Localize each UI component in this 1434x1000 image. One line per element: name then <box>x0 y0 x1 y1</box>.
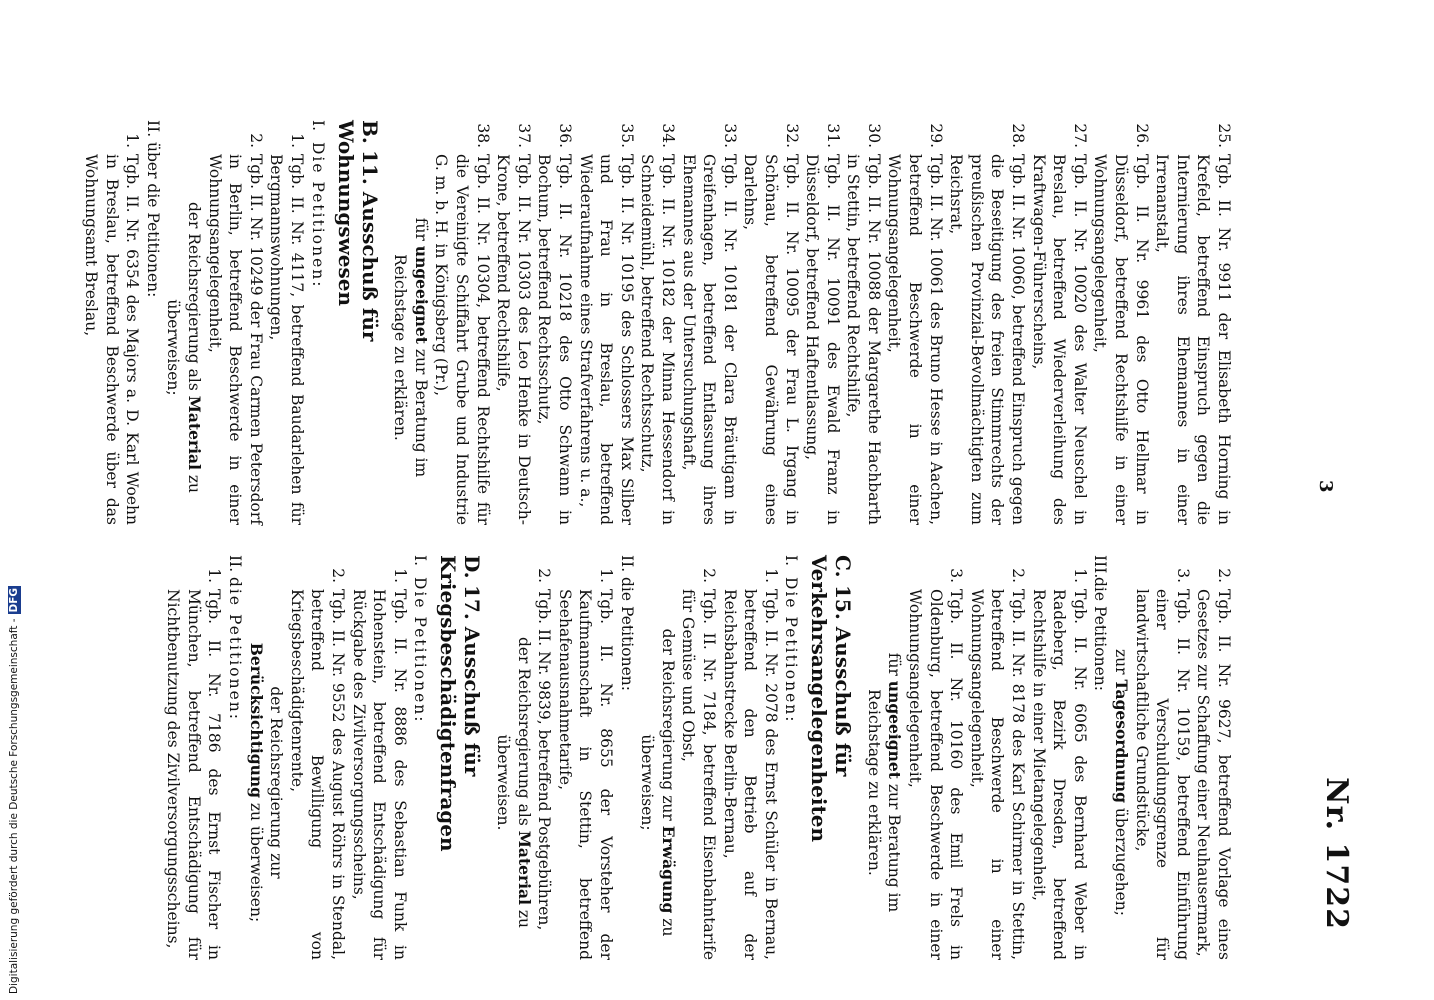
entry-text: Tgb. II. Nr. 9911 der Elisabeth Horning in Krefeld, betreffend Einspruch gegen die Internierung ihres Ehemannes in einer Irrenanstalt, <box>1153 154 1233 525</box>
petition-entry <box>348 555 410 960</box>
petition-entry <box>966 555 1028 960</box>
roman-heading: I. Die Petitionen: <box>782 555 801 724</box>
instruction: für ungeeignet zur Beratung im Reichstage zu erklären. <box>391 217 431 478</box>
entry-text: Tgb. II. Nr. 7186 des Ernst Fischer in München, betreffend Entschädigung für Nichtbenutzung des Zivilversorgungsscheins, <box>164 589 224 960</box>
left-column <box>81 120 1234 525</box>
entry-text: Tgb. II. Nr. 10160 des Emil Frels in Oldenburg, betreffend Beschwerde in einer Wohnungsangelegenheit, <box>906 589 966 960</box>
document-number: Nr. 1722 <box>1319 777 1354 930</box>
petition-entry <box>946 120 1028 525</box>
petition-entry <box>637 120 678 525</box>
entry-text: Tgb. II. Nr. 8655 der Vorsteher der Kaufmannschaft in Stettin, betreffend Seehafenausnahmetarife, <box>555 589 615 960</box>
entry-number: 34. <box>658 123 677 148</box>
entry-number: 2. <box>329 568 348 583</box>
entry-number: 31. <box>823 123 842 148</box>
petition-entry <box>678 555 719 960</box>
roman-heading: I. Die Petitionen: <box>411 555 430 724</box>
petition-entry <box>493 120 534 525</box>
entry-number: 3. <box>1173 568 1192 583</box>
entry-text: Tgb. II. Nr. 6354 des Majors a. D. Karl Woehn in Breslau, betreffend Beschwerde über das Wohnungsamt Breslau, <box>82 154 142 525</box>
roman-heading: II. die Petitionen: <box>226 555 245 721</box>
entry-number: 1. <box>205 568 224 583</box>
entry-text: Tgb. II. Nr. 6065 des Bernhard Weber in Radeberg, Bezirk Dresden, betreffend Rechtshilfe in einer Mietangelegenheit, <box>1029 589 1089 960</box>
entry-text: Tgb. II. Nr. 10159, betreffend Einführung einer Verschuldungsgrenze für landwirtschaftliche Grundstücke, <box>1132 589 1192 960</box>
petition-entry <box>843 120 884 525</box>
instruction: der Reichsregierung als Material zu überweisen; <box>164 201 205 494</box>
entry-number: 25. <box>1215 123 1233 148</box>
petition-entry <box>740 120 802 525</box>
entry-number: 35. <box>617 123 636 148</box>
entry-number: 1. <box>596 568 615 583</box>
entry-number: 37. <box>514 123 533 148</box>
petition-entry <box>534 120 575 525</box>
entry-number: 2. <box>699 568 718 583</box>
entry-text: Tgb. II. Nr. 9552 des August Röhrs in Stendal, betreffend Bewilligung von Kriegsbeschädigtenrente, <box>287 589 348 960</box>
entry-number: 1. <box>761 568 780 583</box>
entry-text: Tgb. II. Nr. 8886 des Sebastian Funk in Hohenstein, betreffend Entschädigung für Rückgabe des Zivilversorgungsscheins, <box>349 589 409 960</box>
entry-number: 1. <box>390 568 409 583</box>
entry-text: Tgb. II. Nr. 10182 der Minna Hessendorf in Schneidemühl, betreffend Rechtsschutz, <box>638 154 677 525</box>
petition-entry <box>575 120 637 525</box>
entry-number: 2. <box>246 133 265 148</box>
petition-entry <box>1193 555 1234 960</box>
entry-text: Tgb. II. Nr. 2078 des Ernst Schüler in Bernau, betreffend den Betrieb auf der Reichsbahnstrecke Berlin-Bernau, <box>720 589 780 960</box>
petition-entry <box>905 555 967 960</box>
petition-entry <box>1028 555 1090 960</box>
entry-number: 2. <box>1009 568 1028 583</box>
entry-text: Tgb. II. Nr. 10088 der Margarethe Hachbarth in Stettin, betreffend Rechtshilfe, <box>844 154 883 525</box>
petition-entry <box>1152 120 1234 525</box>
section-heading-d: D.17. Ausschuß für Kriegsbeschädigtenfragen <box>436 555 485 852</box>
petition-entry <box>1131 555 1193 960</box>
petition-list <box>204 120 307 525</box>
instruction: für ungeeignet zur Beratung im Reichstage zu erklären. <box>864 652 905 913</box>
petition-list <box>678 555 781 960</box>
petition-entry <box>719 555 781 960</box>
petition-entry <box>286 555 348 960</box>
petition-entry <box>81 120 143 525</box>
entry-number: 27. <box>1070 123 1089 148</box>
petition-entry <box>802 120 843 525</box>
footer-credit <box>8 587 21 994</box>
roman-heading: III. die Petitionen: <box>1091 555 1110 691</box>
entry-number: 36. <box>556 123 574 148</box>
petition-list <box>431 120 1234 525</box>
entry-text: Tgb. II. Nr. 7184, betreffend Eisenbahntarife für Gemüse und Obst, <box>679 589 718 960</box>
petition-entry <box>1090 120 1152 525</box>
entry-text: Tgb. II. Nr. 10095 der Frau L. Irgang in Schönau, betreffend Gewährung eines Darlehns, <box>741 154 801 525</box>
entry-number: 28. <box>1009 123 1028 148</box>
entry-text: Tgb. II. Nr. 10249 der Frau Carmen Petersdorf in Berlin, betreffend Beschwerde in einer Wohnungsangelegenheit, <box>205 154 265 525</box>
section-heading-b: B.11. Ausschuß für Wohnungswesen <box>333 120 382 342</box>
dfg-logo: DFG <box>8 587 20 613</box>
instruction: der Reichsregierung zur Berücksichtigung zu überweisen; <box>246 642 286 923</box>
entry-number: 26. <box>1132 123 1151 148</box>
roman-heading: II. über die Petitionen: <box>143 120 162 298</box>
petition-list <box>905 555 1090 960</box>
entry-number: 2. <box>1215 568 1233 583</box>
petition-entry <box>884 120 946 525</box>
entry-text: Tgb. II. Nr. 10061 des Bruno Hesse in Aachen, betreffend Beschwerde in einer Wohnungsangelegenheit, <box>885 154 945 525</box>
petition-list <box>534 555 616 960</box>
instruction: der Reichsregierung zur Erwägung zu überweisen; <box>638 628 678 937</box>
entry-number: 2. <box>535 568 554 583</box>
petition-entry <box>534 555 555 960</box>
entry-text: Tgb. II. Nr. 10195 des Schlossers Max Silber und Frau in Breslau, betreffend Wiederaufnahme eines Strafverfahrens u. a., <box>576 154 636 525</box>
entry-text: Tgb. II. Nr. 10218 des Otto Schwann in Bochum, betreffend Rechtsschutz, <box>535 154 574 525</box>
footer-text: Digitalisierung gefördert durch die Deutsche Forschungsgemeinschaft - <box>8 618 20 994</box>
entry-number: 29. <box>926 123 945 148</box>
roman-heading: II. die Petitionen: <box>617 555 636 691</box>
right-column <box>163 555 1234 960</box>
entry-text: Tgb. II. Nr. 10060, betreffend Einspruch gegen die Beseitigung des freien Stimmrechts der preußischen Provinzial-Bevollmächtigten zum Reichsrat, <box>947 154 1028 525</box>
petition-list <box>163 555 225 960</box>
entry-text: Tgb. II. Nr. 8178 des Karl Schirmer in Stettin, betreffend Beschwerde in einer Wohnungsangelegenheit, <box>967 589 1028 960</box>
petition-list <box>1131 555 1234 960</box>
instruction: zur Tagesordnung überzugehen; <box>1112 648 1132 917</box>
entry-text: Tgb. II. Nr. 10303 des Leo Henke in Deutsch-Krone, betreffend Rechtshilfe, <box>494 154 533 525</box>
instruction: der Reichsregierung als Material zu überweisen. <box>494 636 534 929</box>
petition-entry <box>554 555 616 960</box>
petition-entry <box>678 120 740 525</box>
entry-text: Tgb. II. Nr. 10304, betreffend Rechtshilfe für die Vereinigte Schiffahrt Grube und Industrie G. m. b. H. in Königsberg (Pr.), <box>432 154 492 525</box>
petition-list <box>81 120 143 525</box>
entry-number: 38. <box>473 123 492 148</box>
page-number: 3 <box>1315 480 1336 493</box>
petition-entry <box>204 120 266 525</box>
entry-text: Tgb. II. Nr. 10181 der Clara Bräutigam in Greifenhagen, betreffend Entlassung ihres Ehemannes aus der Untersuchungshaft, <box>679 154 739 525</box>
petition-entry <box>266 120 307 525</box>
entry-number: 30. <box>864 123 883 148</box>
entry-number: 1. <box>1070 568 1089 583</box>
section-heading-c: C.15. Ausschuß für Verkehrsangelegenheiten <box>807 555 856 843</box>
entry-number: 1. <box>123 133 142 148</box>
entry-text: Tgb. II. Nr. 4117, betreffend Baudarlehen für Bergmannswohnungen, <box>267 154 307 525</box>
petition-list <box>286 555 410 960</box>
entry-number: 33. <box>720 123 739 148</box>
petition-entry <box>1028 120 1090 525</box>
entry-text: Tgb. II. Nr. 10020 des Walter Neuschel in Breslau, betreffend Wiederverleihung des Kraftwagen-Führerscheins, <box>1029 154 1089 525</box>
entry-text: Tgb. II. Nr. 9627, betreffend Vorlage eines Gesetzes zur Schaffung einer Neuhausermark, <box>1194 589 1233 960</box>
entry-text: Tgb. II. Nr. 9839, betreffend Postgebühren, <box>535 589 554 931</box>
roman-heading: I. Die Petitionen: <box>308 120 327 289</box>
entry-text: Tgb. II. Nr. 9961 des Otto Hellmar in Düsseldorf, betreffend Rechtshilfe in einer Wohnungsangelegenheit, <box>1091 154 1151 525</box>
petition-entry <box>431 120 493 525</box>
entry-number: 1. <box>288 133 307 148</box>
petition-entry <box>163 555 225 960</box>
entry-text: Tgb. II. Nr. 10091 des Ewald Franz in Düsseldorf, betreffend Haftentlassung, <box>803 154 842 525</box>
entry-number: 3. <box>947 568 966 583</box>
entry-number: 32. <box>782 123 801 148</box>
